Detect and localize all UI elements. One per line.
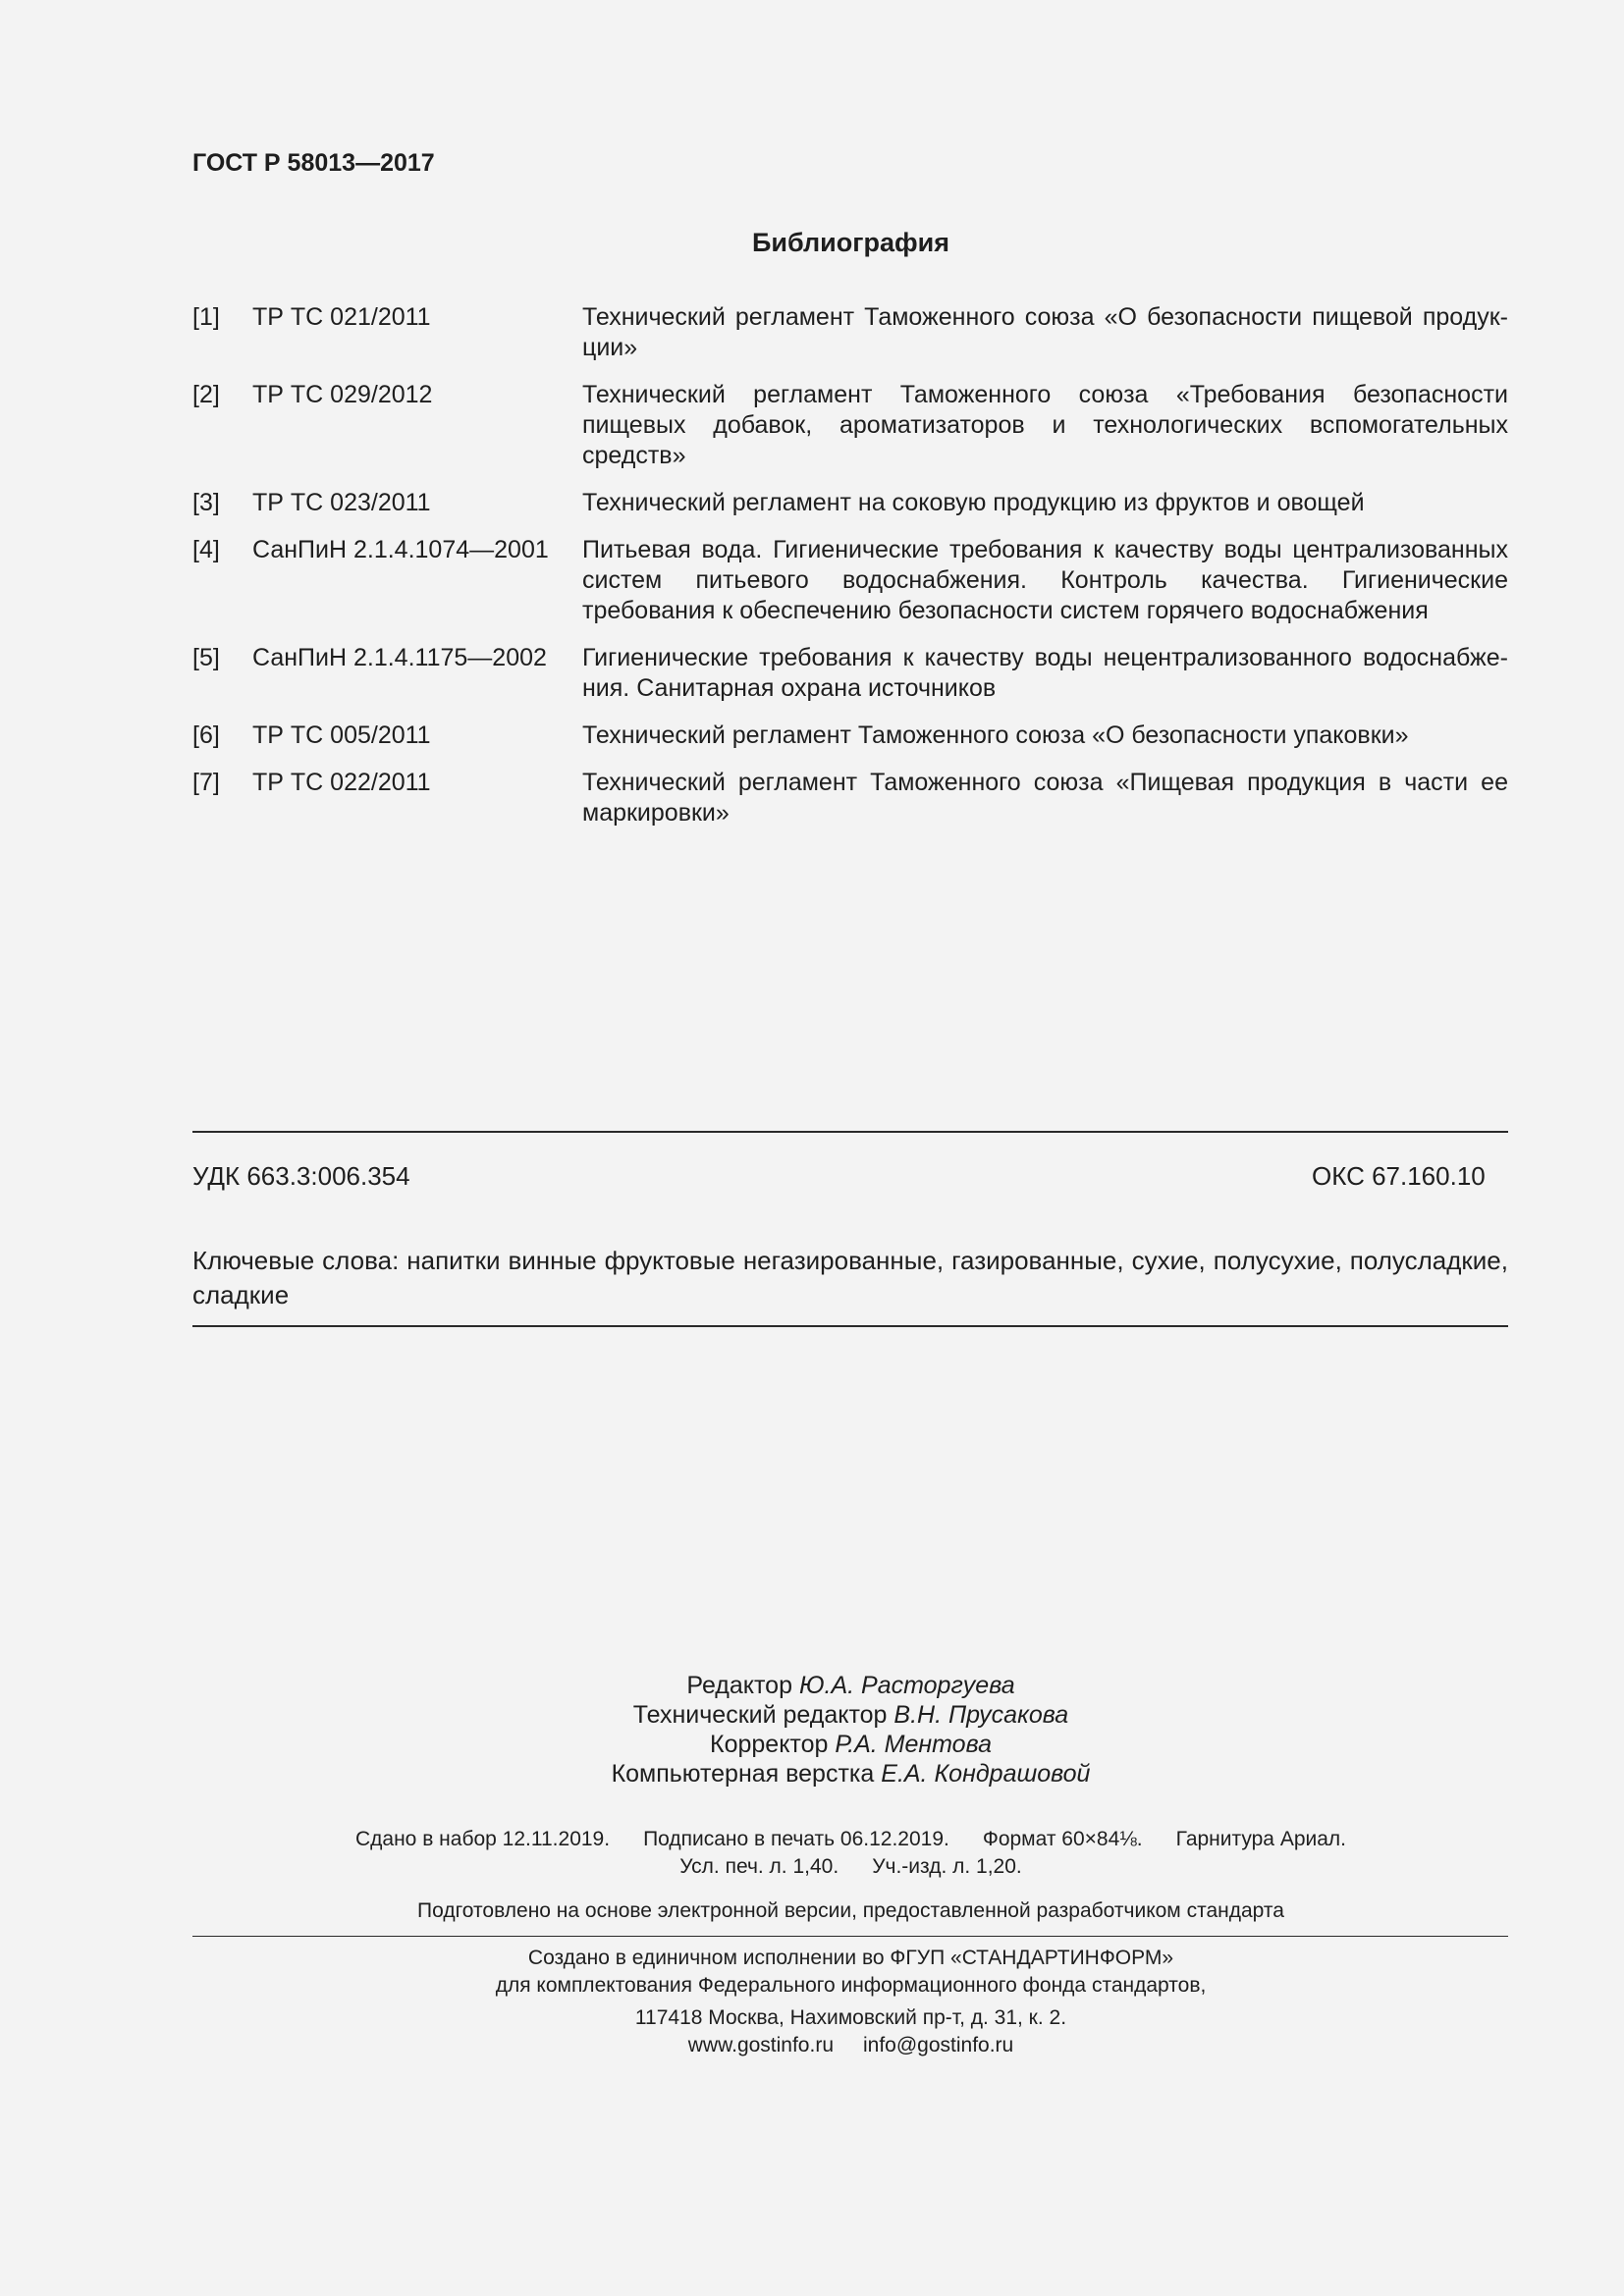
entry-number: [6] <box>192 721 220 749</box>
divider-keywords <box>192 1325 1508 1327</box>
entry-code: ТР ТС 022/2011 <box>252 769 431 796</box>
bibliography-title: Библиография <box>752 228 949 257</box>
entry-text: Технический регламент Таможенного союза «О безопасности пищевой продукции» <box>582 303 1508 361</box>
pub-sheets: Уч.-изд. л. 1,20. <box>872 1855 1022 1878</box>
entry-code: ТР ТС 023/2011 <box>252 489 431 516</box>
bibliography-list <box>192 302 1508 845</box>
entry-text: Питьевая вода. Гигиенические требования к качеству воды централизованных систем питьевого водоснабжения. Контроль качества. Гигиенические требования к обеспечению безопасности систем горячего водоснабжения <box>582 536 1508 624</box>
email-link[interactable]: info@gostinfo.ru <box>863 2034 1014 2056</box>
entry-number: [2] <box>192 381 220 408</box>
bibliography-entry <box>192 488 1508 518</box>
address-block <box>0 2004 1624 2059</box>
publication-info <box>0 1826 1624 1881</box>
credits-block <box>0 1671 1624 1789</box>
entry-number: [1] <box>192 303 220 331</box>
entry-text: Технический регламент Таможенного союза «Пищевая продукция в части ее маркировки» <box>582 769 1508 827</box>
entry-number: [4] <box>192 536 220 563</box>
credit-layout: Компьютерная верстка Е.А. Кондрашовой <box>611 1760 1091 1788</box>
entry-number: [5] <box>192 644 220 671</box>
publication-line-1 <box>0 1826 1624 1853</box>
entry-code: ТР ТС 005/2011 <box>252 721 431 749</box>
entry-code: ТР ТС 021/2011 <box>252 303 431 331</box>
doc-code: ГОСТ Р 58013—2017 <box>192 149 435 177</box>
bibliography-entry <box>192 302 1508 363</box>
bibliography-entry <box>192 380 1508 471</box>
entry-code: СанПиН 2.1.4.1175—2002 <box>252 644 547 671</box>
website-link[interactable]: www.gostinfo.ru <box>687 2034 834 2056</box>
signed-date: Подписано в печать 06.12.2019. <box>643 1828 949 1850</box>
typeface: Гарнитура Ариал. <box>1175 1828 1346 1850</box>
submitted-date: Сдано в набор 12.11.2019. <box>354 1828 611 1850</box>
entry-text: Технический регламент Таможенного союза «О безопасности упаковки» <box>582 721 1409 749</box>
entry-code: ТР ТС 029/2012 <box>252 381 433 408</box>
keywords: Ключевые слова: напитки винные фруктовые негазированные, газированные, сухие, полусухие, полусладкие, сладкие <box>192 1246 1508 1309</box>
divider-top <box>192 1131 1508 1133</box>
entry-text: Гигиенические требования к качеству воды нецентрализованного водоснабжения. Санитарная охрана источников <box>582 644 1508 702</box>
bibliography-entry <box>192 721 1508 751</box>
divider-bottom <box>192 1936 1508 1937</box>
contacts <box>0 2032 1624 2059</box>
credit-corrector: Корректор Р.А. Ментова <box>710 1731 992 1758</box>
oks-code: ОКС 67.160.10 <box>1312 1161 1486 1191</box>
entry-code: СанПиН 2.1.4.1074—2001 <box>252 536 549 563</box>
credit-tech-editor: Технический редактор В.Н. Прусакова <box>632 1701 1069 1729</box>
bibliography-entry <box>192 768 1508 828</box>
entry-number: [7] <box>192 769 220 796</box>
created-note: Создано в единичном исполнении во ФГУП «СТАНДАРТИНФОРМ» для комплектования Федерального информационного фонда стандартов, <box>495 1947 1207 1997</box>
prepared-note: Подготовлено на основе электронной версии, предоставленной разработчиком стандарта <box>417 1899 1284 1922</box>
entry-text: Технический регламент Таможенного союза «Требования безопасности пищевых добавок, ароматизаторов и технологических вспомогательных средств» <box>582 381 1508 469</box>
publication-line-2 <box>0 1853 1624 1881</box>
print-sheets: Усл. печ. л. 1,40. <box>679 1855 839 1878</box>
entry-number: [3] <box>192 489 220 516</box>
entry-text: Технический регламент на соковую продукцию из фруктов и овощей <box>582 489 1365 516</box>
postal-address: 117418 Москва, Нахимовский пр-т, д. 31, к. 2. <box>634 2006 1067 2029</box>
credit-editor: Редактор Ю.А. Расторгуева <box>686 1672 1015 1699</box>
paper-format: Формат 60×84⅛. <box>982 1828 1143 1850</box>
bibliography-entry <box>192 643 1508 704</box>
udc-code: УДК 663.3:006.354 <box>192 1161 410 1191</box>
bibliography-entry <box>192 535 1508 626</box>
